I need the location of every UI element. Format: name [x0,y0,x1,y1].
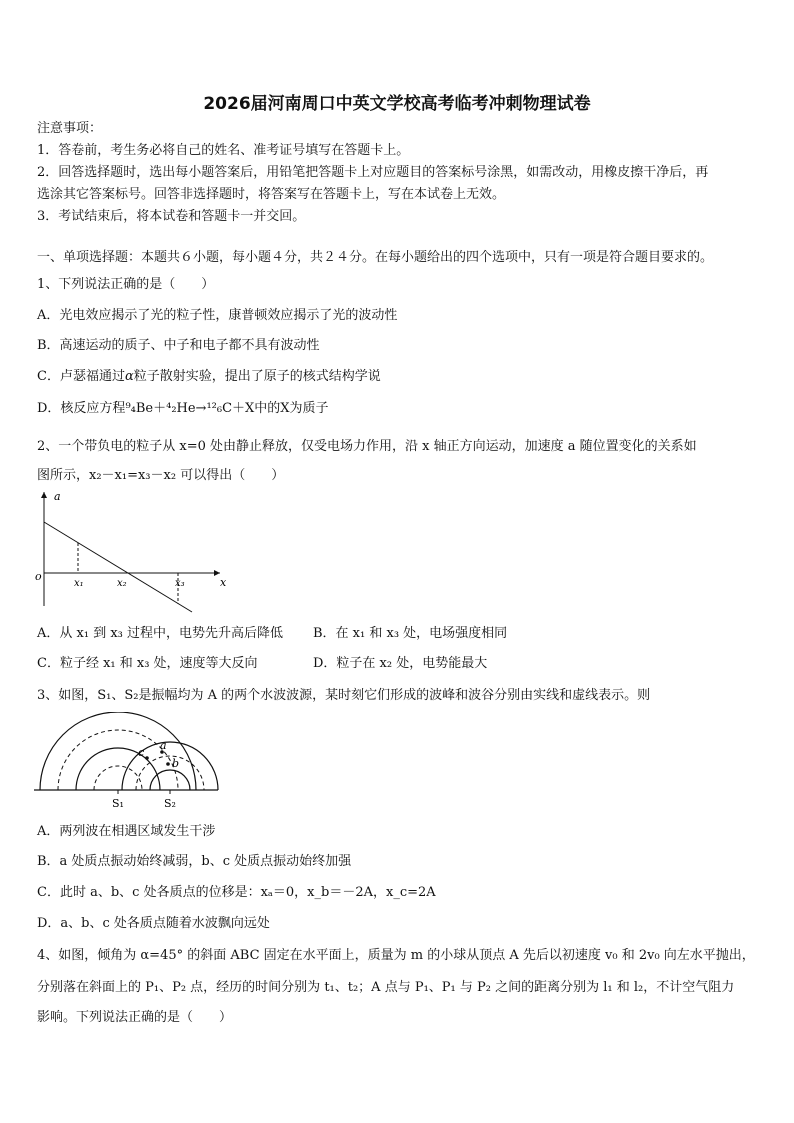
graph-origin-label: o [35,570,42,583]
label-s2: S₂ [164,797,176,810]
alpha-symbol: α [124,369,134,384]
q1-option-c [37,368,381,386]
notice-item-2: 2．回答选择题时，选出每小题答案后，用铅笔把答题卡上对应题目的答案标号涂黑，如需改动，用橡皮擦干净后，再 [37,165,709,180]
label-c: c [138,746,145,759]
q1-option-a: A．光电效应揭示了光的粒子性，康普顿效应揭示了光的波动性 [37,308,398,323]
q4-stem-line1: 4、如图，倾角为 α=45° 的斜面 ABC 固定在水平面上，质量为 m 的小球从顶点 A 先后以初速度 v₀ 和 2v₀ 向左水平抛出， [37,948,755,963]
q1-option-c-pre: C．卢瑟福通过 [37,369,125,384]
q4-stem-line3: 影响。下列说法正确的是（ ） [37,1010,233,1025]
notice-item-3: 3．考试结束后，将本试卷和答题卡一并交回。 [37,209,306,224]
point-c [145,756,149,760]
s1-crest-inner [76,748,160,790]
q3-stem: 3、如图，S₁、S₂是振幅均为 A 的两个水波波源，某时刻它们形成的波峰和波谷分别由实线和虚线表示。则 [37,688,651,703]
q1-option-b: B．高速运动的质子、中子和电子都不具有波动性 [37,338,320,353]
label-s1: S₁ [112,797,124,810]
notice-heading: 注意事项： [37,121,103,136]
graph-a-line [44,522,192,612]
q2-option-c: C．粒子经 x₁ 和 x₃ 处，速度等大反向 [37,656,258,671]
q2-option-b: B．在 x₁ 和 x₃ 处，电场强度相同 [313,626,508,641]
q2-option-d: D．粒子在 x₂ 处，电势能最大 [313,656,488,671]
graph-x-label: x [220,576,227,589]
nuclear-equation: ⁹₄Be＋⁴₂He→¹²₆C＋X [125,401,255,416]
q1-option-d [37,400,329,418]
graph-y-label: a [54,490,61,503]
graph-tick-x2: x₂ [117,578,127,589]
q1-option-d-pre: D．核反应方程 [37,401,126,416]
q3-option-d: D．a、b、c 处各质点随着水波飘向远处 [37,916,270,931]
q1-option-c-post: 粒子散射实验，提出了原子的核式结构学说 [133,369,381,384]
q2-option-a: A．从 x₁ 到 x₃ 过程中，电势先升高后降低 [37,626,284,641]
q1-option-d-post: 中的X为质子 [254,401,329,416]
water-wave-figure [30,712,220,812]
q2-stem-line2: 图所示，x₂－x₁=x₃－x₂ 可以得出（ ） [37,468,285,483]
q4-stem-line2: 分别落在斜面上的 P₁、P₂ 点，经历的时间分别为 t₁、t₂；A 点与 P₁、P₁ 与 P₂ 之间的距离分别为 l₁ 和 l₂，不计空气阻力 [37,980,735,995]
s1-trough-inner [94,766,142,790]
s1-crest-outer [40,712,196,790]
point-b [166,762,170,766]
q1-stem: 1、下列说法正确的是（ ） [37,277,215,292]
q3-option-c: C．此时 a、b、c 处各质点的位移是：xₐ＝0，x_b＝－2A，x_c=2A [37,885,436,900]
label-a: a [160,739,167,752]
acceleration-position-graph [30,488,240,618]
q2-stem-line1: 2、一个带负电的粒子从 x=0 处由静止释放，仅受电场力作用，沿 x 轴正方向运动，加速度 a 随位置变化的关系如 [37,439,697,454]
notice-item-2-cont: 选涂其它答案标号。回答非选择题时，将答案写在答题卡上，写在本试卷上无效。 [37,187,506,202]
label-b: b [172,757,180,770]
q3-option-a: A．两列波在相遇区域发生干涉 [37,824,216,839]
graph-tick-x3: x₃ [175,578,185,589]
page-title: 2026届河南周口中英文学校高考临考冲刺物理试卷 [203,94,591,114]
section-heading: 一、单项选择题：本题共６小题，每小题４分，共２４分。在每小题给出的四个选项中，只有一项是符合题目要求的。 [37,250,714,265]
notice-item-1: 1．答卷前，考生务必将自己的姓名、准考证号填写在答题卡上。 [37,143,410,158]
q3-option-b: B．a 处质点振动始终减弱，b、c 处质点振动始终加强 [37,854,352,869]
graph-tick-x1: x₁ [74,578,84,589]
